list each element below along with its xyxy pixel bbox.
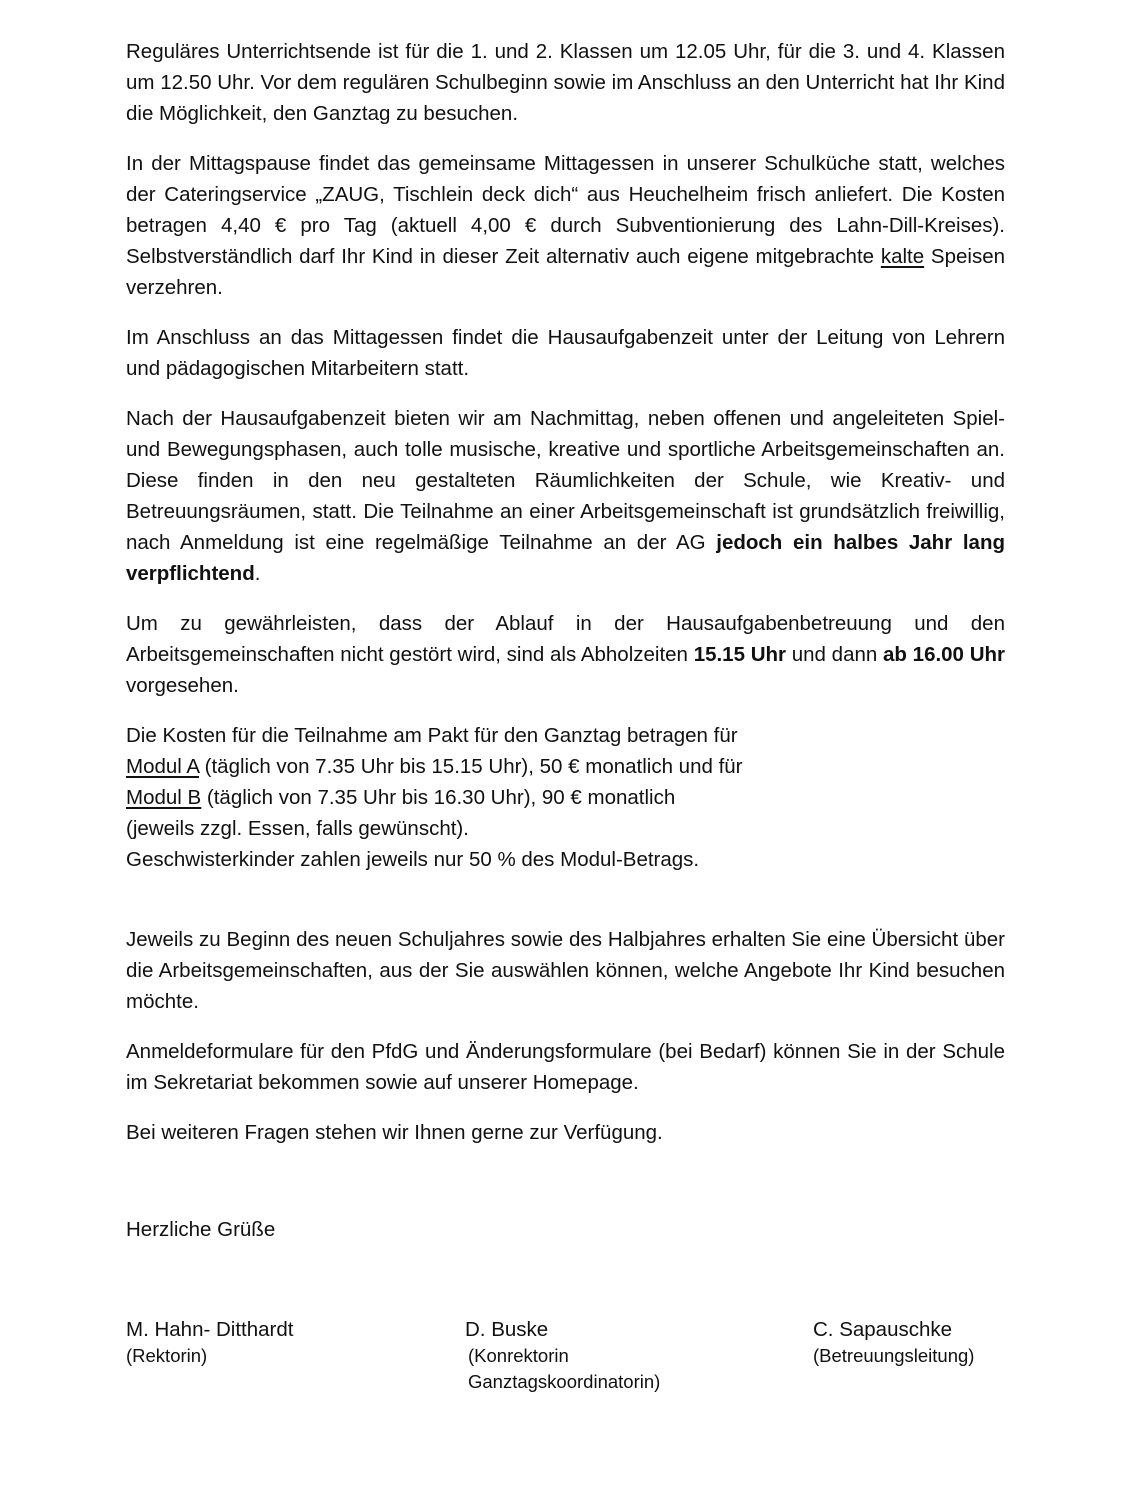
modul-b-label: Modul B bbox=[126, 786, 202, 809]
signature-name: C. Sapauschke bbox=[813, 1318, 953, 1341]
modul-a-label: Modul A bbox=[126, 755, 199, 778]
pickup-text: Um zu gewährleisten, dass der Ablauf in der Hausaufgabenbetreuung und den Arbeitsgemeinschaften nicht gestört wird, sind als Abholzeiten bbox=[126, 612, 1005, 666]
signature-betreuungsleitung bbox=[813, 1317, 974, 1369]
signature-konrektorin bbox=[465, 1317, 660, 1395]
activities-end: . bbox=[254, 562, 261, 585]
signature-name: D. Buske bbox=[465, 1318, 549, 1341]
costs-modul-b bbox=[126, 782, 1005, 813]
costs-modul-a bbox=[126, 751, 1005, 782]
signature-name: M. Hahn- Ditthardt bbox=[126, 1318, 294, 1341]
paragraph-homework: Im Anschluss an das Mittagessen findet die Hausaufgabenzeit unter der Leitung von Lehrern und pädagogischen Mitarbeitern statt. bbox=[126, 326, 1005, 380]
activities-bold: jedoch ein halbes Jahr lang verpflichtend bbox=[126, 531, 1005, 585]
lunch-text-end: Speisen verzehren. bbox=[126, 245, 1005, 299]
paragraph-questions: Bei weiteren Fragen stehen wir Ihnen gerne zur Verfügung. bbox=[126, 1121, 663, 1144]
paragraph-school-end: Reguläres Unterrichtsende ist für die 1. und 2. Klassen um 12.05 Uhr, für die 3. und 4. Klassen um 12.50 Uhr. Vor dem regulären Schulbeginn sowie im Anschluss an den Unterricht hat Ihr Kind die Möglichkeit, den Ganztag zu besuchen. bbox=[126, 40, 1005, 125]
underlined-cold: kalte bbox=[880, 245, 925, 268]
signature-role: (Rektorin) bbox=[126, 1345, 208, 1366]
paragraph-pickup bbox=[126, 608, 1005, 701]
pickup-text-end: vorgesehen. bbox=[126, 674, 239, 697]
costs-intro: Die Kosten für die Teilnahme am Pakt für den Ganztag betragen für bbox=[126, 724, 738, 747]
letter-body bbox=[126, 36, 1005, 1167]
pickup-time-1: 15.15 Uhr bbox=[693, 643, 787, 666]
costs-siblings: Geschwisterkinder zahlen jeweils nur 50 % des Modul-Betrags. bbox=[126, 848, 700, 871]
signature-role: (Betreuungsleitung) bbox=[813, 1345, 975, 1366]
paragraph-overview: Jeweils zu Beginn des neuen Schuljahres sowie des Halbjahres erhalten Sie eine Übersicht über die Arbeitsgemeinschaften, aus der Sie auswählen können, welche Angebote Ihr Kind besuchen möchte. bbox=[126, 928, 1005, 1013]
signature-block bbox=[126, 1317, 1026, 1397]
pickup-text-mid: und dann bbox=[786, 643, 884, 666]
activities-text: Nach der Hausaufgabenzeit bieten wir am Nachmittag, neben offenen und angeleiteten Spiel- und Bewegungsphasen, auch tolle musische, kreative und sportliche Arbeitsgemeinschaften an. Diese finden in den neu gestalteten Räumlichkeiten der Schule, wie Kreativ- und Betreuungsräumen, statt. Die Teilnahme an einer Arbeitsgemeinschaft ist grundsätzlich freiwillig, nach Anmeldung ist eine regelmäßige Teilnahme an der AG bbox=[126, 407, 1005, 554]
paragraph-costs bbox=[126, 720, 1005, 875]
costs-note: (jeweils zzgl. Essen, falls gewünscht). bbox=[126, 817, 469, 840]
paragraph-forms: Anmeldeformulare für den PfdG und Änderungsformulare (bei Bedarf) können Sie in der Schule im Sekretariat bekommen sowie auf unserer Homepage. bbox=[126, 1040, 1005, 1094]
modul-a-text: (täglich von 7.35 Uhr bis 15.15 Uhr), 50 € monatlich und für bbox=[198, 755, 743, 778]
modul-b-text: (täglich von 7.35 Uhr bis 16.30 Uhr), 90 € monatlich bbox=[201, 786, 676, 809]
closing-greeting: Herzliche Grüße bbox=[126, 1218, 276, 1241]
signature-role-line2: Ganztagskoordinatorin) bbox=[468, 1371, 661, 1392]
paragraph-lunch bbox=[126, 148, 1005, 303]
lunch-text: In der Mittagspause findet das gemeinsame Mittagessen in unserer Schulküche statt, welches der Cateringservice „ZAUG, Tischlein deck dich“ aus Heuchelheim frisch anliefert. Die Kosten betragen 4,40 € pro Tag (aktuell 4,00 € durch Subventionierung des Lahn-Dill-Kreises). Selbstverständlich darf Ihr Kind in dieser Zeit alternativ auch eigene mitgebrachte bbox=[126, 152, 1005, 268]
signature-role: (Konrektorin bbox=[468, 1345, 569, 1366]
paragraph-activities bbox=[126, 403, 1005, 589]
pickup-time-2: ab 16.00 Uhr bbox=[883, 643, 1005, 666]
signature-rektorin bbox=[126, 1317, 293, 1369]
